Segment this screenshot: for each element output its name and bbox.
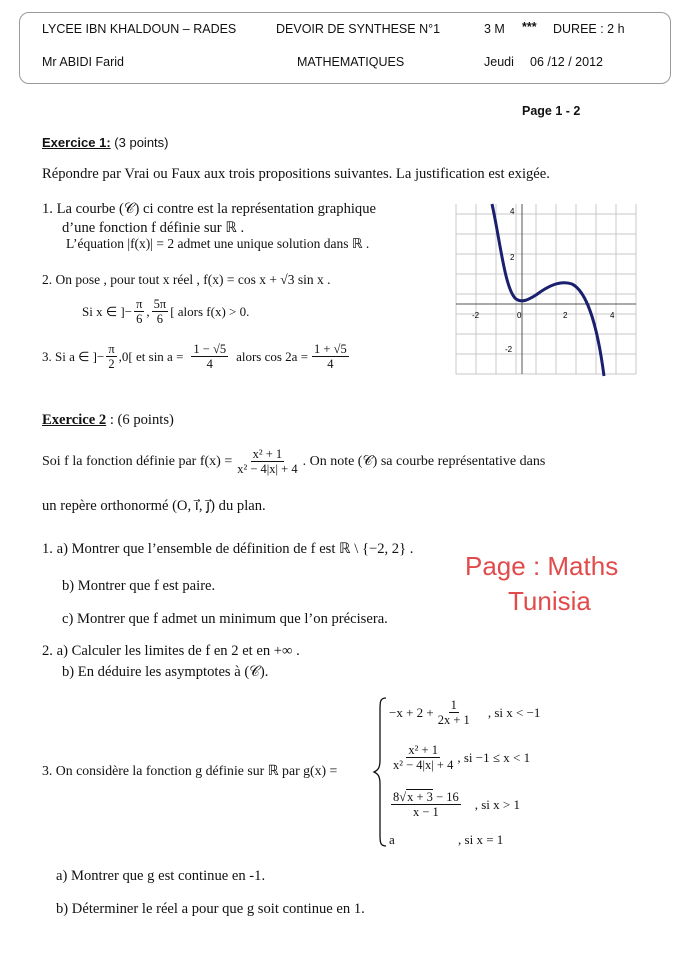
g3-num: 8√x + 3 − 16 [393, 790, 459, 804]
ex1-q3-line [42, 342, 351, 371]
g2-den: x² − 4|x| + 4 [393, 758, 454, 772]
q3-a: 3. Si a ∈ ]− [42, 348, 105, 364]
ex2-q3b: b) Déterminer le réel a pour que g soit continue en 1. [56, 901, 365, 917]
ex2-intro-b: . On note (𝒞) sa courbe représentative dans [302, 453, 546, 469]
ex2-line2: un repère orthonormé (O, i⃗, j⃗) du plan. [42, 498, 266, 514]
ex1-intro: Répondre par Vrai ou Faux aux trois propositions suivantes. La justification est exigée. [42, 166, 550, 182]
q2-si: Si x ∈ ]− [82, 303, 133, 319]
q3-frac-sin [191, 342, 228, 371]
g1-num: 1 [450, 698, 457, 712]
g-case-4 [389, 832, 503, 848]
q3-frac-pi [106, 342, 116, 371]
f-frac [235, 447, 299, 476]
school-name: LYCEE IBN KHALDOUN – RADES [42, 22, 237, 36]
ex1-q1-line2: d’une fonction f définie sur ℝ . [62, 220, 245, 236]
ex2-intro [42, 447, 545, 476]
class-label: 3 M [484, 22, 505, 36]
subject: MATHEMATIQUES [297, 55, 405, 69]
ex2-q1b: b) Montrer que f est paire. [62, 578, 216, 594]
g3-frac [391, 790, 461, 819]
q2-frac2-num: 5π [153, 297, 167, 311]
ex2-q3: 3. On considère la fonction g définie sur ℝ par g(x) = [42, 763, 338, 778]
g1-frac [436, 698, 472, 727]
piecewise-brace [372, 696, 388, 848]
g-case-2 [389, 743, 530, 772]
ex2-q1c: c) Montrer que f admet un minimum que l’on précisera. [62, 611, 388, 627]
ex2-q2b: b) En déduire les asymptotes à (𝒞). [62, 664, 269, 680]
ex1-q1-line3: L’équation |f(x)| = 2 admet une unique solution dans ℝ . [66, 236, 370, 251]
exam-day: Jeudi [484, 55, 514, 69]
q2-frac2 [152, 297, 169, 326]
ex1-heading [42, 135, 169, 150]
g4-expr: a [389, 832, 395, 847]
g3-cond: , si x > 1 [474, 796, 521, 812]
g1-cond: , si x < −1 [487, 704, 541, 720]
q3-d1: 4 [206, 357, 213, 371]
q3-n1: 1 − √5 [193, 342, 227, 356]
q3-b: ,0[ et sin a = [118, 348, 184, 364]
x-tick-4: 4 [610, 311, 615, 320]
page-label: Page 1 - 2 [522, 104, 581, 118]
y-tick-4: 4 [510, 207, 515, 216]
g1-den: 2x + 1 [437, 713, 470, 727]
f-den: x² − 4|x| + 4 [237, 462, 298, 476]
q3-n2: 1 + √5 [314, 342, 347, 356]
y-tick-2: 2 [510, 253, 515, 262]
x-tick-neg2: -2 [472, 311, 480, 320]
q3-d2: 4 [327, 357, 334, 371]
ex2-q3a: a) Montrer que g est continue en -1. [56, 868, 266, 884]
q2-frac1-num: π [136, 297, 143, 311]
ex1-q1-line1: 1. La courbe (𝒞) ci contre est la représentation graphique [42, 201, 376, 217]
q3-2: 2 [108, 357, 115, 371]
ex2-heading [42, 412, 174, 429]
watermark-line1: Page : Maths [465, 551, 619, 581]
exam-date: 06 /12 / 2012 [530, 55, 603, 69]
ex2-q2a: 2. a) Calculer les limites de f en 2 et en +∞ . [42, 643, 300, 659]
g3-num-pre: 8 [393, 790, 400, 804]
ex2-points: : (6 points) [109, 412, 174, 428]
x-tick-2: 2 [563, 311, 568, 320]
q2-frac1-den: 6 [136, 312, 143, 326]
function-graph [450, 200, 650, 378]
g3-num-post: − 16 [436, 790, 459, 804]
ex1-points: (3 points) [114, 135, 169, 150]
ex1-q2-line1: 2. On pose , pour tout x réel , f(x) = cos x + √3 sin x . [42, 272, 331, 287]
g1-expr: −x + 2 + [389, 704, 434, 720]
ex2-title: Exercice 2 [42, 412, 107, 428]
stars: *** [522, 20, 537, 34]
x-tick-0: 0 [517, 311, 522, 320]
ex2-q1a: 1. a) Montrer que l’ensemble de définition de f est ℝ \ {−2, 2} . [42, 541, 414, 557]
teacher-name: Mr ABIDI Farid [42, 55, 124, 69]
g2-frac [391, 743, 455, 772]
g-case-3 [389, 790, 520, 819]
ex1-q2-line2: Si x ∈ ]− $\frac{\pi}{6}$ , $\frac{5\pi}{6}$ [ alors f(x) > 0. [82, 297, 250, 326]
q2-frac1 [134, 297, 144, 326]
g3-num-sqrt: x + 3 [407, 790, 433, 804]
g3-den: x − 1 [412, 805, 439, 819]
q2-frac2-den: 6 [156, 312, 164, 326]
g2-cond: , si −1 ≤ x < 1 [457, 749, 531, 765]
watermark-line2: Tunisia [508, 586, 591, 616]
ex1-title: Exercice 1: [42, 135, 111, 150]
y-tick-neg2: -2 [505, 345, 513, 354]
f-num: x² + 1 [252, 447, 283, 461]
exam-title: DEVOIR DE SYNTHESE N°1 [276, 22, 441, 36]
ex2-intro-a: Soi f la fonction définie par f(x) = [42, 453, 233, 469]
q3-frac-cos [312, 342, 349, 371]
g4-cond: , si x = 1 [458, 832, 504, 847]
g-case-1 [389, 698, 540, 727]
q3-c: alors cos 2a = [236, 348, 309, 364]
g2-num: x² + 1 [408, 743, 438, 757]
q2-rest: [ alors f(x) > 0. [170, 303, 250, 319]
q3-pi: π [108, 342, 115, 356]
duration: DUREE : 2 h [553, 22, 625, 36]
